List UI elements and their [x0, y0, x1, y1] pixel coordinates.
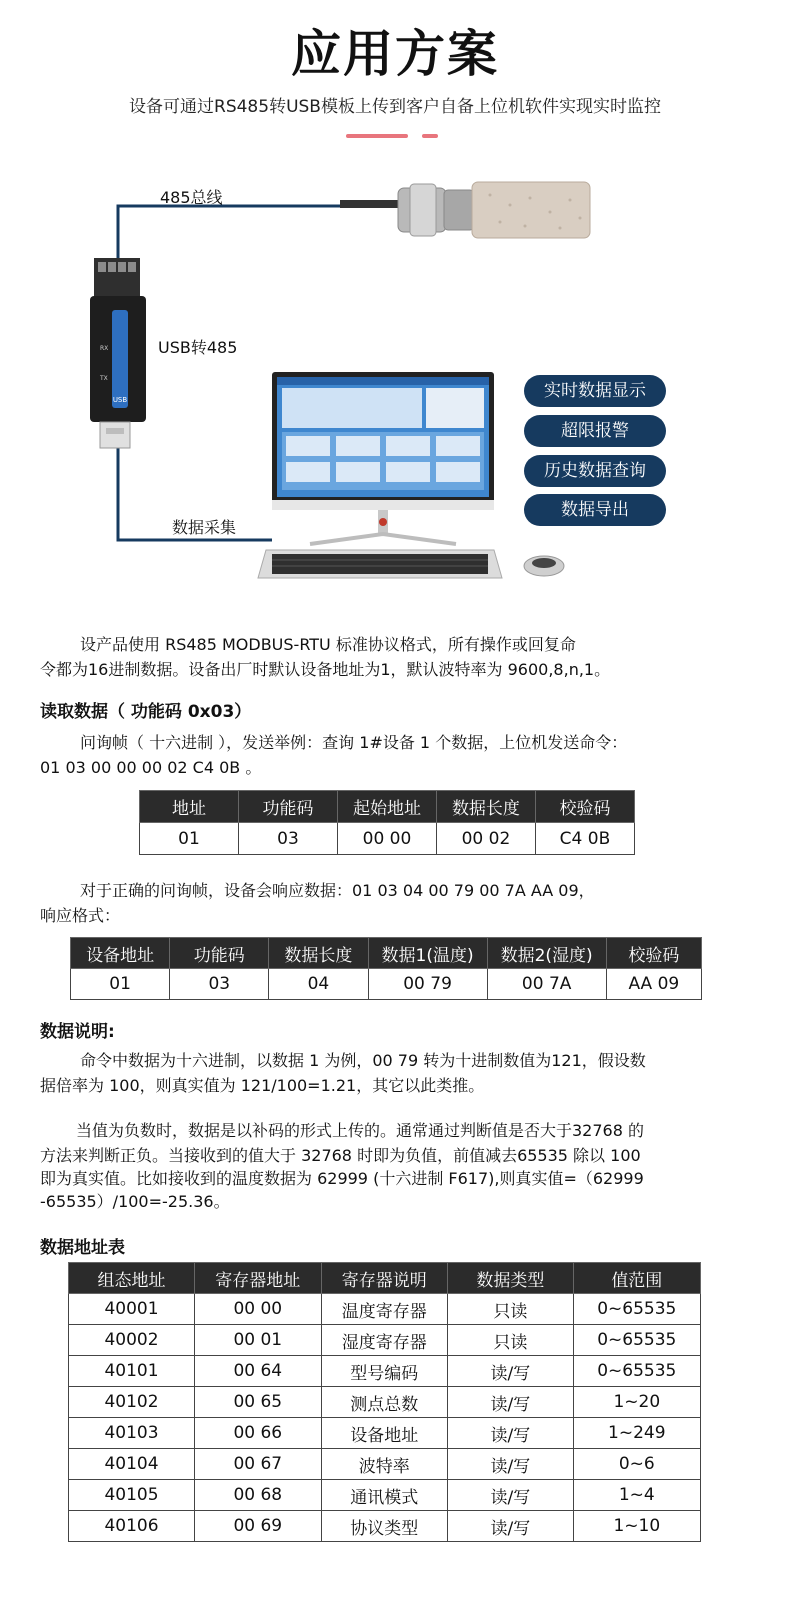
intro-line-1: 设产品使用 RS485 MODBUS-RTU 标准协议格式，所有操作或回复命	[80, 635, 576, 654]
table-header-cell: 寄存器地址	[195, 1263, 322, 1294]
table-row	[69, 1325, 701, 1356]
table-cell: 00 79	[368, 969, 487, 1000]
table-cell: 00 69	[195, 1511, 322, 1542]
converter-label: USB转485	[158, 338, 238, 357]
intro-line-2: 令都为16进制数据。设备出厂时默认设备地址为1，默认波特率为 9600,8,n,1。	[40, 660, 611, 679]
table-header-row	[69, 1263, 701, 1294]
table-cell: 00 00	[337, 823, 436, 855]
table-cell: 读/写	[448, 1511, 574, 1542]
table-cell: 型号编码	[321, 1356, 447, 1387]
response-line-1: 对于正确的问询帧，设备会响应数据：01 03 04 00 79 00 7A AA 09，	[80, 881, 595, 900]
table-cell: 00 02	[436, 823, 535, 855]
query-frame-table	[139, 790, 635, 855]
table-cell: 40106	[69, 1511, 195, 1542]
table-header-row	[140, 791, 635, 823]
table-header-cell: 寄存器说明	[321, 1263, 447, 1294]
table-header-cell: 起始地址	[337, 791, 436, 823]
table-header-cell: 数据类型	[448, 1263, 574, 1294]
page-subtitle: 设备可通过RS485转USB模板上传到客户自备上位机软件实现实时监控	[129, 97, 661, 117]
feature-history-query: 历史数据查询	[524, 455, 666, 487]
table-row	[140, 823, 635, 855]
response-line-2: 响应格式：	[40, 906, 121, 925]
table-cell: 01	[140, 823, 239, 855]
table-cell: 40002	[69, 1325, 195, 1356]
table-row	[69, 1294, 701, 1325]
explain-p2-line-1: 当值为负数时，数据是以补码的形式上传的。通常通过判断值是否大于32768 的	[76, 1121, 644, 1140]
table-cell: 40101	[69, 1356, 195, 1387]
table-cell: 1~4	[573, 1480, 700, 1511]
page-title: 应用方案	[291, 25, 499, 83]
explain-p1-line-1: 命令中数据为十六进制，以数据 1 为例，00 79 转为十进制数值为121，假设数	[80, 1051, 646, 1070]
table-cell: 00 01	[195, 1325, 322, 1356]
table-header-cell: 设备地址	[71, 938, 170, 969]
table-cell: C4 0B	[535, 823, 634, 855]
bus-label: 485总线	[160, 188, 223, 207]
table-cell: 03	[238, 823, 337, 855]
table-cell: 设备地址	[321, 1418, 447, 1449]
svg-text:TX: TX	[100, 375, 108, 382]
table-cell: 读/写	[448, 1387, 574, 1418]
table-cell: 40102	[69, 1387, 195, 1418]
explain-p2-line-4: -65535）/100=-25.36。	[40, 1192, 230, 1211]
table-header-cell: 校验码	[535, 791, 634, 823]
svg-text:RX: RX	[100, 345, 109, 352]
table-cell: 读/写	[448, 1449, 574, 1480]
table-row	[69, 1387, 701, 1418]
svg-text:232/485: 232/485	[156, 345, 164, 375]
address-table	[68, 1262, 701, 1542]
table-cell: 04	[269, 969, 368, 1000]
table-row	[71, 969, 702, 1000]
feature-data-export: 数据导出	[524, 494, 666, 526]
collect-label: 数据采集	[172, 518, 237, 537]
table-row	[69, 1480, 701, 1511]
explain-heading: 数据说明:	[40, 1022, 115, 1042]
table-cell: 1~10	[573, 1511, 700, 1542]
table-header-cell: 地址	[140, 791, 239, 823]
table-cell: 40104	[69, 1449, 195, 1480]
bus-line	[118, 206, 340, 260]
monitor-icon	[272, 372, 494, 544]
table-cell: 00 66	[195, 1418, 322, 1449]
feature-realtime-display: 实时数据显示	[524, 375, 666, 407]
explain-p2-line-3: 即为真实值。比如接收到的温度数据为 62999 (十六进制 F617),则真实值=（62999	[40, 1169, 644, 1188]
table-header-cell: 校验码	[606, 938, 701, 969]
table-header-cell: 值范围	[573, 1263, 700, 1294]
table-cell: 读/写	[448, 1356, 574, 1387]
table-cell: 00 68	[195, 1480, 322, 1511]
table-cell: 0~65535	[573, 1356, 700, 1387]
table-cell: 协议类型	[321, 1511, 447, 1542]
table-cell: 只读	[448, 1294, 574, 1325]
read-heading: 读取数据（ 功能码 0x03）	[40, 702, 252, 722]
table-cell: 00 67	[195, 1449, 322, 1480]
table-header-cell: 数据长度	[269, 938, 368, 969]
response-frame-table	[70, 937, 702, 1000]
sensor-probe-icon	[340, 182, 590, 238]
table-cell: 波特率	[321, 1449, 447, 1480]
table-cell: 00 64	[195, 1356, 322, 1387]
table-cell: 读/写	[448, 1418, 574, 1449]
table-cell: 00 7A	[487, 969, 606, 1000]
table-cell: 40105	[69, 1480, 195, 1511]
table-header-cell: 组态地址	[69, 1263, 195, 1294]
table-cell: 1~249	[573, 1418, 700, 1449]
address-table-heading: 数据地址表	[40, 1238, 125, 1258]
explain-p1-line-2: 据倍率为 100，则真实值为 121/100=1.21，其它以此类推。	[40, 1076, 485, 1095]
usb-converter-icon	[90, 258, 164, 448]
table-cell: 只读	[448, 1325, 574, 1356]
table-header-cell: 数据长度	[436, 791, 535, 823]
table-cell: 00 00	[195, 1294, 322, 1325]
feature-limit-alarm: 超限报警	[524, 415, 666, 447]
table-cell: 40103	[69, 1418, 195, 1449]
query-line-2: 01 03 00 00 00 02 C4 0B 。	[40, 758, 262, 777]
table-cell: 40001	[69, 1294, 195, 1325]
table-cell: 0~6	[573, 1449, 700, 1480]
application-diagram	[0, 150, 790, 610]
table-cell: 湿度寄存器	[321, 1325, 447, 1356]
keyboard-icon	[258, 550, 502, 578]
table-cell: 00 65	[195, 1387, 322, 1418]
table-row	[69, 1449, 701, 1480]
table-cell: 温度寄存器	[321, 1294, 447, 1325]
table-cell: 0~65535	[573, 1294, 700, 1325]
table-cell: 测点总数	[321, 1387, 447, 1418]
svg-text:USB: USB	[112, 396, 128, 404]
table-cell: 1~20	[573, 1387, 700, 1418]
table-cell: 通讯模式	[321, 1480, 447, 1511]
table-cell: 0~65535	[573, 1325, 700, 1356]
table-row	[69, 1418, 701, 1449]
table-row	[69, 1356, 701, 1387]
title-underline-short	[422, 134, 438, 138]
table-cell: 读/写	[448, 1480, 574, 1511]
title-underline-long	[346, 134, 408, 138]
table-header-cell: 数据2(湿度)	[487, 938, 606, 969]
table-row	[69, 1511, 701, 1542]
mouse-icon	[524, 556, 564, 576]
table-header-row	[71, 938, 702, 969]
table-cell: 03	[170, 969, 269, 1000]
table-header-cell: 数据1(温度)	[368, 938, 487, 969]
table-header-cell: 功能码	[238, 791, 337, 823]
table-cell: 01	[71, 969, 170, 1000]
query-line-1: 问询帧（ 十六进制 ），发送举例：查询 1#设备 1 个数据，上位机发送命令：	[80, 733, 628, 752]
table-cell: AA 09	[606, 969, 701, 1000]
table-header-cell: 功能码	[170, 938, 269, 969]
explain-p2-line-2: 方法来判断正负。当接收到的值大于 32768 时即为负值，前值减去65535 除以 100	[40, 1146, 641, 1165]
